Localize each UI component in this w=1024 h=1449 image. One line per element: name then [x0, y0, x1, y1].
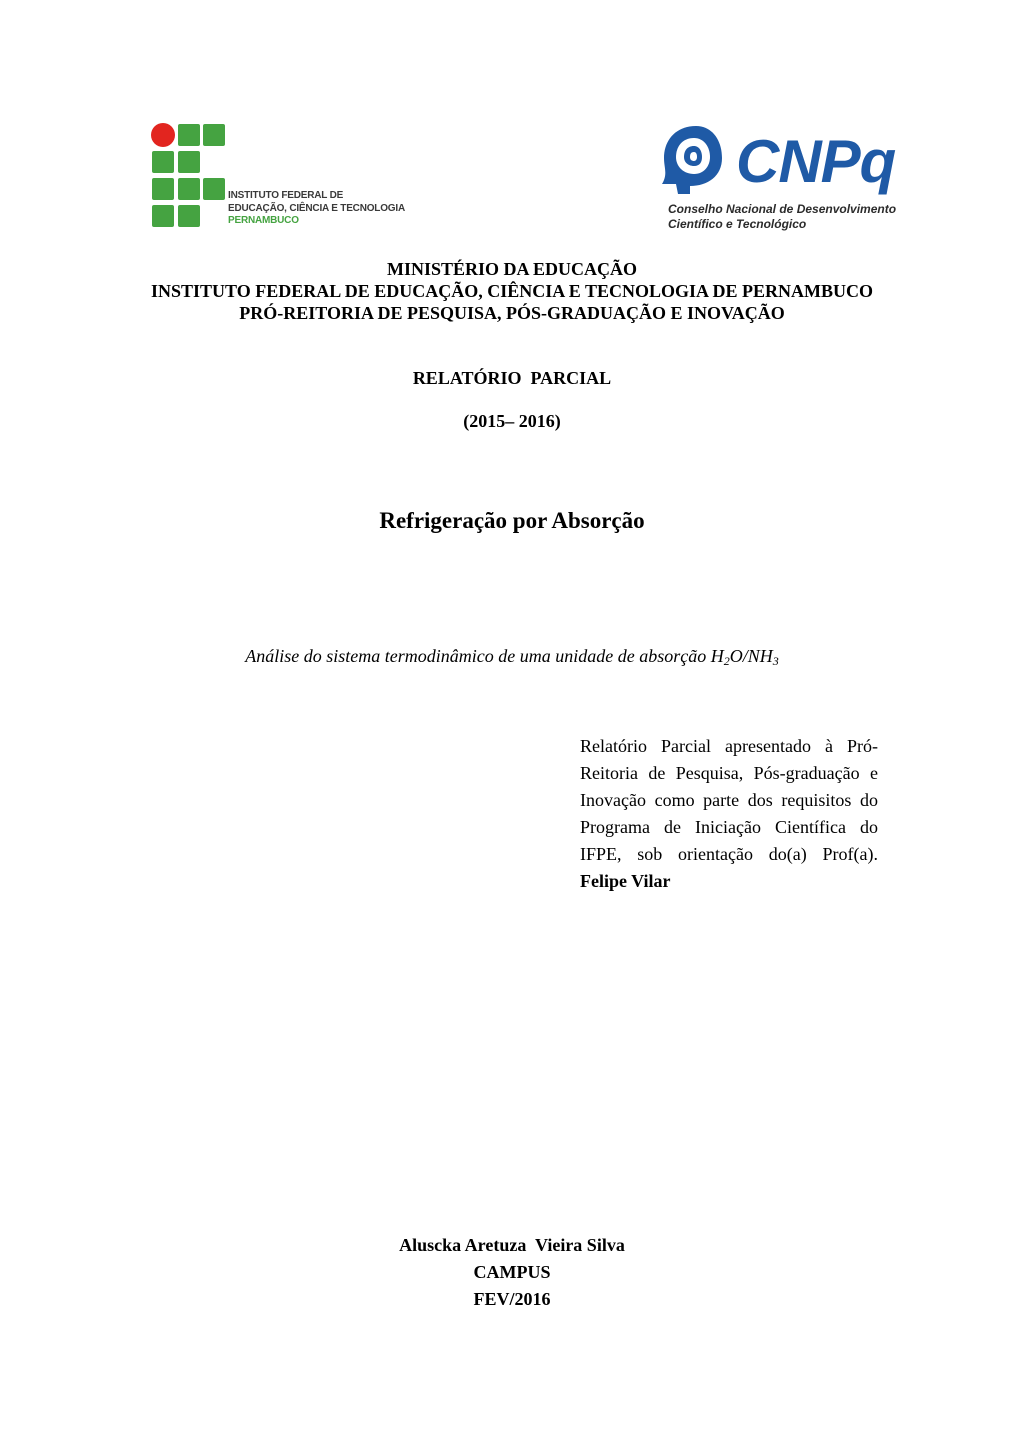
report-period: (2015– 2016)	[463, 411, 561, 431]
ifpe-logo	[150, 122, 420, 234]
page-title: Refrigeração por Absorção	[379, 508, 645, 533]
subtitle-subscript-1: 2	[723, 654, 730, 668]
report-subtitle	[0, 646, 1024, 669]
subtitle-subscript-2: 3	[772, 654, 779, 668]
pro-rectory-line: PRÓ-REITORIA DE PESQUISA, PÓS-GRADUAÇÃO E INOVAÇÃO	[239, 303, 785, 323]
report-date: FEV/2016	[473, 1289, 551, 1309]
ifpe-logo-text	[228, 190, 405, 228]
institution-header	[0, 258, 1024, 324]
cnpq-logo-sub2: Científico e Tecnológico	[668, 217, 807, 231]
cnpq-head-icon	[656, 120, 736, 200]
report-footer	[0, 1232, 1024, 1313]
author-name: Aluscka Aretuza Vieira Silva	[399, 1235, 625, 1255]
ifpe-logo-line1: INSTITUTO FEDERAL DE	[228, 190, 344, 201]
description-text: Relatório Parcial apresentado à Pró-Reitoria de Pesquisa, Pós-graduação e Inovação como parte dos requisitos do Programa de Iniciação Científica do IFPE, sob orientação do(a) Prof(a).	[580, 736, 878, 864]
cnpq-logo	[656, 120, 926, 238]
ministry-line: MINISTÉRIO DA EDUCAÇÃO	[386, 259, 638, 279]
institute-line: INSTITUTO FEDERAL DE EDUCAÇÃO, CIÊNCIA E TECNOLOGIA DE PERNAMBUCO	[151, 281, 873, 301]
advisor-name: Felipe Vilar	[580, 871, 671, 891]
report-description	[580, 733, 878, 895]
campus-label: CAMPUS	[473, 1262, 551, 1282]
ifpe-logo-line2: EDUCAÇÃO, CIÊNCIA E TECNOLOGIA	[228, 202, 405, 214]
subtitle-text-main: Análise do sistema termodinâmico de uma unidade de absorção H	[245, 646, 724, 666]
ifpe-logo-grid-icon	[150, 122, 228, 232]
cnpq-logo-sub1: Conselho Nacional de Desenvolvimento	[668, 202, 897, 216]
cnpq-logo-word: CNPq	[736, 128, 896, 195]
subtitle-text-mid: O/NH	[729, 646, 773, 666]
cnpq-logo-subtitle	[668, 202, 896, 232]
report-type: RELATÓRIO PARCIAL	[412, 368, 612, 388]
ifpe-logo-line3: PERNAMBUCO	[228, 215, 299, 226]
